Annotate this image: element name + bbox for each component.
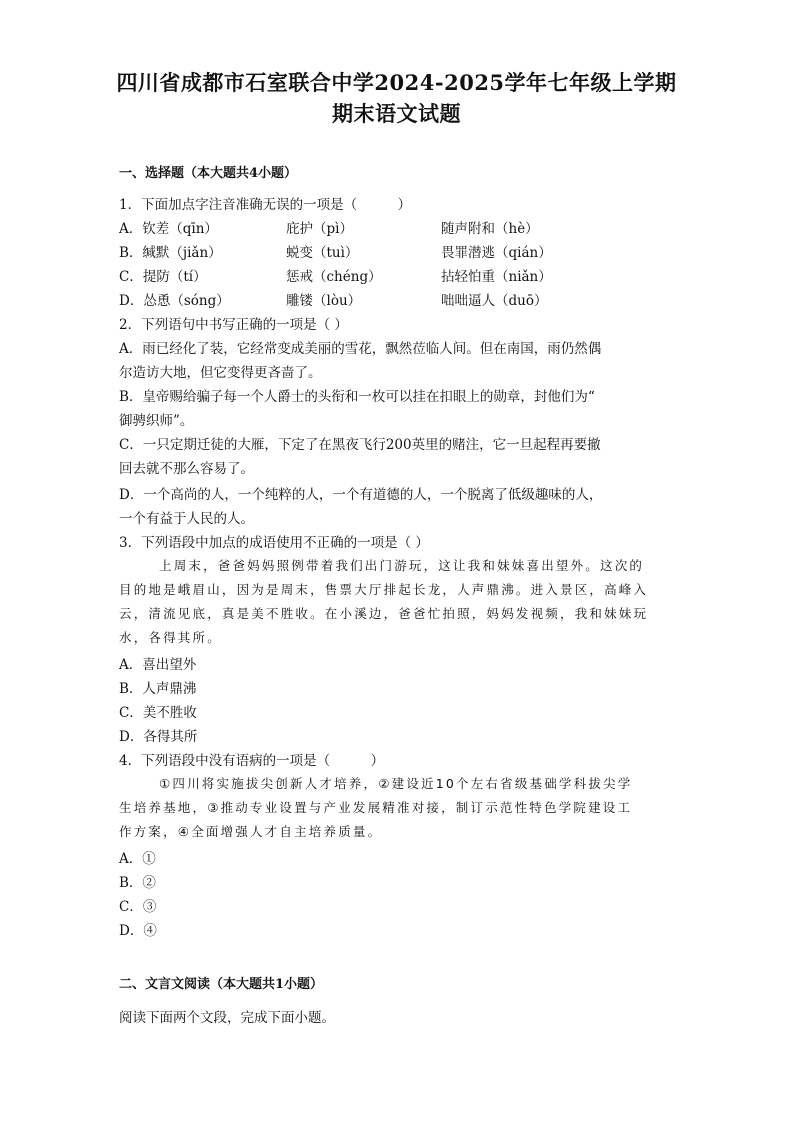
question-2-text-line: C．一只定期迁徒的大雁，下定了在黑夜飞行200英里的赌注，它一旦起程再要撤	[119, 437, 601, 453]
option-item: B．缄默（jiǎn）	[119, 245, 222, 261]
question-4-option-d: D．④	[119, 923, 157, 939]
section-heading-classical-reading: 二、文言文阅读（本大题共1小题）	[119, 977, 324, 992]
question-3-option-c: C．美不胜收	[119, 705, 197, 721]
question-3-option-d: D．各得其所	[119, 729, 198, 745]
option-item: C．提防（tí）	[119, 269, 207, 285]
question-4-option-c: C．③	[119, 899, 157, 915]
question-2-text-line: 回去就不那么容易了。	[119, 461, 254, 477]
question-3-passage-line: 云，清流见底，真是美不胜收。在小溪边，爸爸忙拍照，妈妈发视频，我和妹妹玩	[119, 606, 649, 621]
question-2-text-line: A．雨已经化了装，它经常变成美丽的雪花，飘然莅临人间。但在南国，雨仍然偶	[119, 341, 602, 357]
option-item: 咄咄逼人（duō）	[441, 293, 548, 309]
question-1-option-c	[119, 265, 552, 285]
question-2-text-line: D．一个高尚的人，一个纯粹的人，一个有道德的人，一个脱离了低级趣味的人，	[119, 487, 603, 503]
option-item: 随声附和（hè）	[441, 221, 539, 237]
option-item: D．怂恿（sóng）	[119, 293, 230, 309]
option-item: 雕镂（lòu）	[286, 293, 362, 309]
question-3-passage-line: 上周末，爸爸妈妈照例带着我们出门游玩，这让我和妹妹喜出望外。这次的	[159, 558, 645, 573]
document-title-line-1: 四川省成都市石室联合中学2024-2025学年七年级上学期	[116, 70, 677, 95]
question-2-text-line: 一个有益于人民的人。	[119, 511, 254, 527]
question-2-text-line: B．皇帝赐给骗子每一个人爵士的头衔和一枚可以挂在扣眼上的勋章，封他们为“	[119, 389, 595, 405]
question-2-stem: 2．下列语句中书写正确的一项是（ ）	[119, 317, 348, 333]
option-item: A．钦差（qīn）	[119, 221, 218, 237]
question-4-passage-line: 作方案，④全面增强人才自主培养质量。	[119, 824, 383, 839]
question-4-passage-line: 生培养基地，③推动专业设置与产业发展精准对接，制订示范性特色学院建设工	[119, 800, 633, 815]
section-heading-choice: 一、选择题（本大题共4小题）	[119, 166, 298, 181]
question-2-text-line: 御骋织师”。	[119, 413, 194, 429]
question-1-option-b	[119, 241, 552, 261]
option-item: 惩戒（chéng）	[286, 269, 382, 285]
section-2-intro: 阅读下面两个文段，完成下面小题。	[119, 1010, 335, 1026]
question-3-passage-line: 水，各得其所。	[119, 630, 222, 645]
question-3-option-b: B．人声鼎沸	[119, 681, 197, 697]
question-4-option-b: B．②	[119, 875, 156, 891]
question-4-option-a: A．①	[119, 851, 156, 867]
question-3-stem: 3．下列语段中加点的成语使用不正确的一项是（ ）	[119, 535, 429, 551]
question-4-passage-line: ①四川将实施拔尖创新人才培养，②建设近10个左右省级基础学科拔尖学	[159, 776, 633, 791]
question-1-option-a	[119, 217, 539, 237]
option-item: 庇护（pì）	[286, 221, 353, 237]
question-1-stem: 1．下面加点字注音准确无误的一项是（ ）	[119, 197, 412, 213]
document-title-line-2: 期末语文试题	[332, 101, 461, 126]
option-item: 畏罪潜逃（qián）	[441, 245, 552, 261]
question-4-stem: 4．下列语段中没有语病的一项是（ ）	[119, 753, 385, 769]
option-item: 拈轻怕重（niǎn）	[441, 269, 552, 285]
question-3-option-a: A．喜出望外	[119, 657, 197, 673]
option-item: 蜕变（tuì）	[286, 245, 359, 261]
question-1-option-d	[119, 289, 547, 309]
question-2-text-line: 尔造访大地，但它变得更吝啬了。	[119, 365, 322, 381]
question-3-passage-line: 目的地是峨眉山，因为是周末，售票大厅排起长龙，人声鼎沸。进入景区，高峰入	[119, 582, 649, 597]
